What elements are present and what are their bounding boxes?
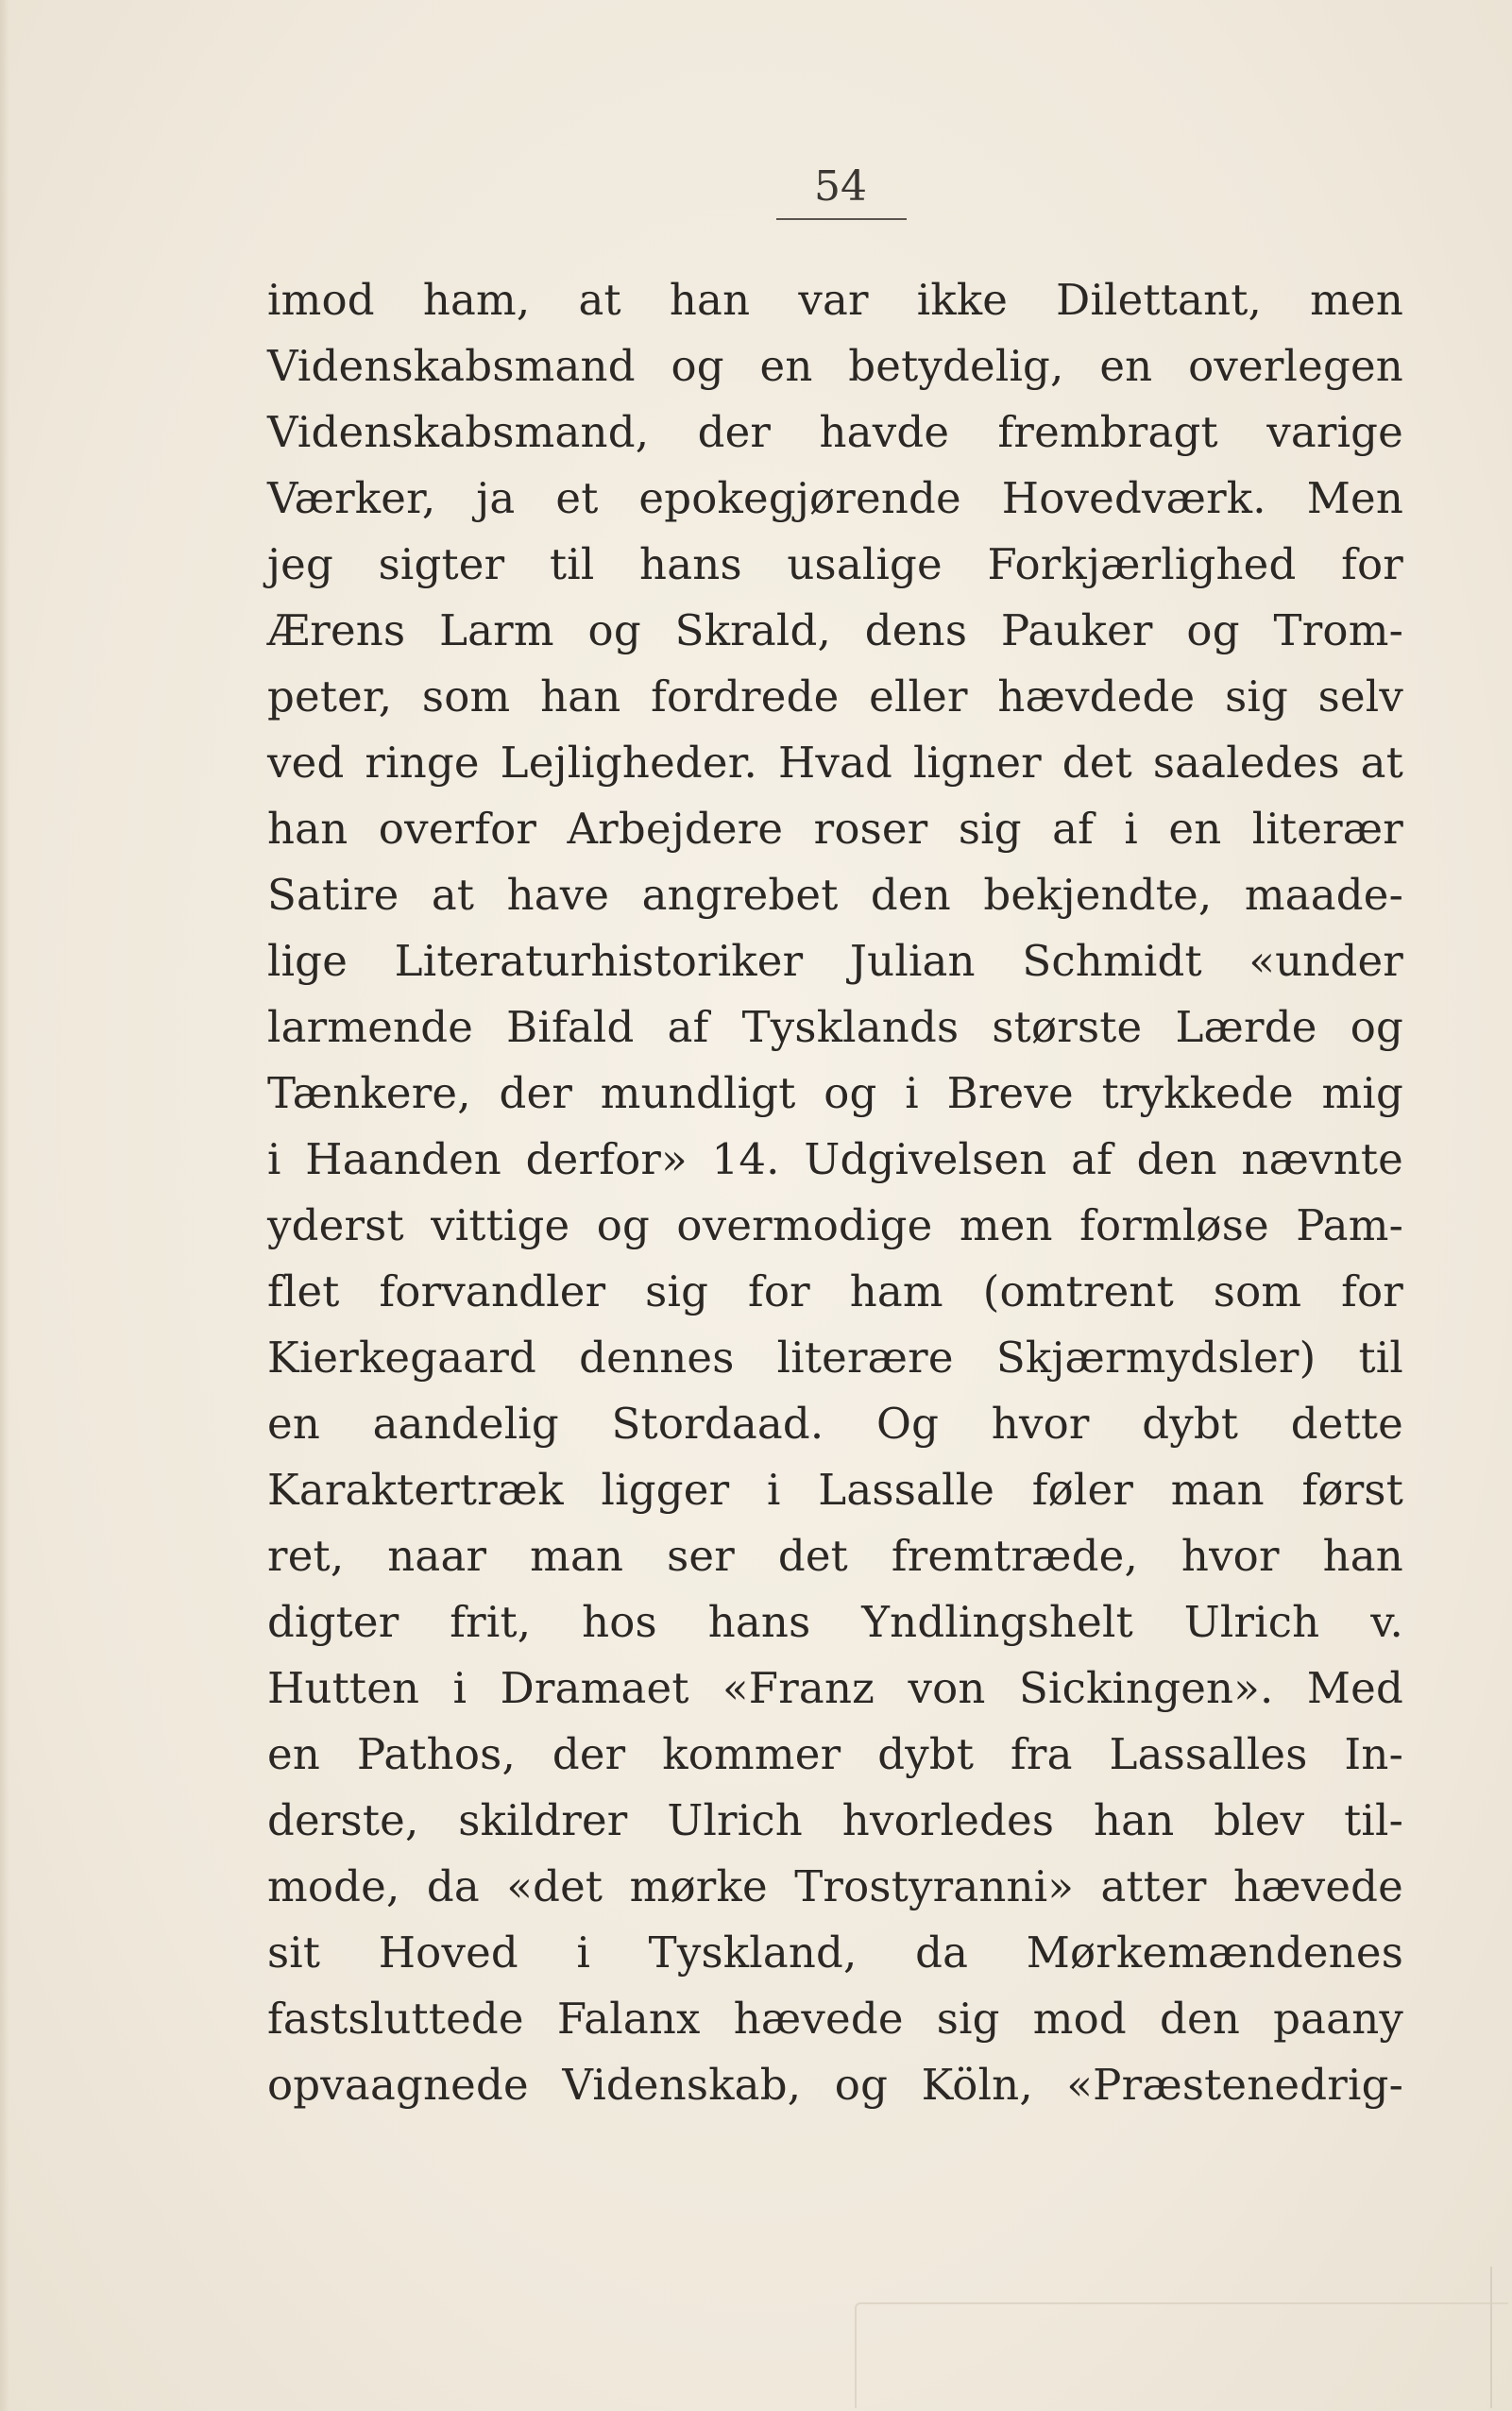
- paper-crease-mark: [855, 2302, 1508, 2408]
- text-line: digter frit, hos hans Yndlingshelt Ulrich v.: [267, 1597, 1403, 1647]
- text-line: larmende Bifald af Tysklands største Lærde og: [267, 1002, 1403, 1052]
- text-line: ved ringe Lejligheder. Hvad ligner det saaledes at: [267, 738, 1403, 788]
- text-line: Værker, ja et epokegjørende Hovedværk. Men: [267, 473, 1403, 523]
- text-line: ret, naar man ser det fremtræde, hvor han: [267, 1531, 1403, 1581]
- page-number: 54: [814, 162, 867, 211]
- text-line: i Haanden derfor» 14. Udgivelsen af den nævnte: [267, 1134, 1403, 1184]
- text-line: imod ham, at han var ikke Dilettant, men: [267, 275, 1403, 325]
- text-line: opvaagnede Videnskab, og Köln, «Præstenedrig-: [267, 2060, 1403, 2110]
- text-line: Satire at have angrebet den bekjendte, maade-: [267, 870, 1403, 920]
- text-line: en Pathos, der kommer dybt fra Lassalles In-: [267, 1729, 1403, 1779]
- text-line: jeg sigter til hans usalige Forkjærlighed for: [267, 539, 1403, 589]
- text-line: sit Hoved i Tyskland, da Mørkemændenes: [267, 1927, 1403, 1978]
- text-line: mode, da «det mørke Trostyranni» atter hævede: [267, 1861, 1403, 1911]
- text-line: Videnskabsmand, der havde frembragt varige: [267, 407, 1403, 457]
- text-line: derste, skildrer Ulrich hvorledes han blev til-: [267, 1795, 1403, 1845]
- text-line: lige Literaturhistoriker Julian Schmidt «under: [267, 936, 1403, 986]
- page-edge-shadow: [0, 0, 9, 2411]
- text-line: fastsluttede Falanx hævede sig mod den paany: [267, 1994, 1403, 2044]
- text-line: Videnskabsmand og en betydelig, en overlegen: [267, 341, 1403, 391]
- text-line: Tænkere, der mundligt og i Breve trykkede mig: [267, 1068, 1403, 1118]
- text-line: flet forvandler sig for ham (omtrent som for: [267, 1266, 1403, 1316]
- text-line: Hutten i Dramaet «Franz von Sickingen». Med: [267, 1663, 1403, 1713]
- body-text: [267, 267, 1403, 2118]
- paper-edge-mark: [1490, 2267, 1492, 2408]
- text-line: peter, som han fordrede eller hævdede sig selv: [267, 671, 1403, 722]
- text-line: Karaktertræk ligger i Lassalle føler man først: [267, 1465, 1403, 1515]
- text-line: Ærens Larm og Skrald, dens Pauker og Trom-: [267, 605, 1403, 655]
- text-line: yderst vittige og overmodige men formløse Pam-: [267, 1200, 1403, 1250]
- text-line: Kierkegaard dennes literære Skjærmydsler) til: [267, 1333, 1403, 1383]
- page-number-rule: [776, 218, 907, 220]
- text-line: han overfor Arbejdere roser sig af i en literær: [267, 804, 1403, 854]
- text-line: en aandelig Stordaad. Og hvor dybt dette: [267, 1399, 1403, 1449]
